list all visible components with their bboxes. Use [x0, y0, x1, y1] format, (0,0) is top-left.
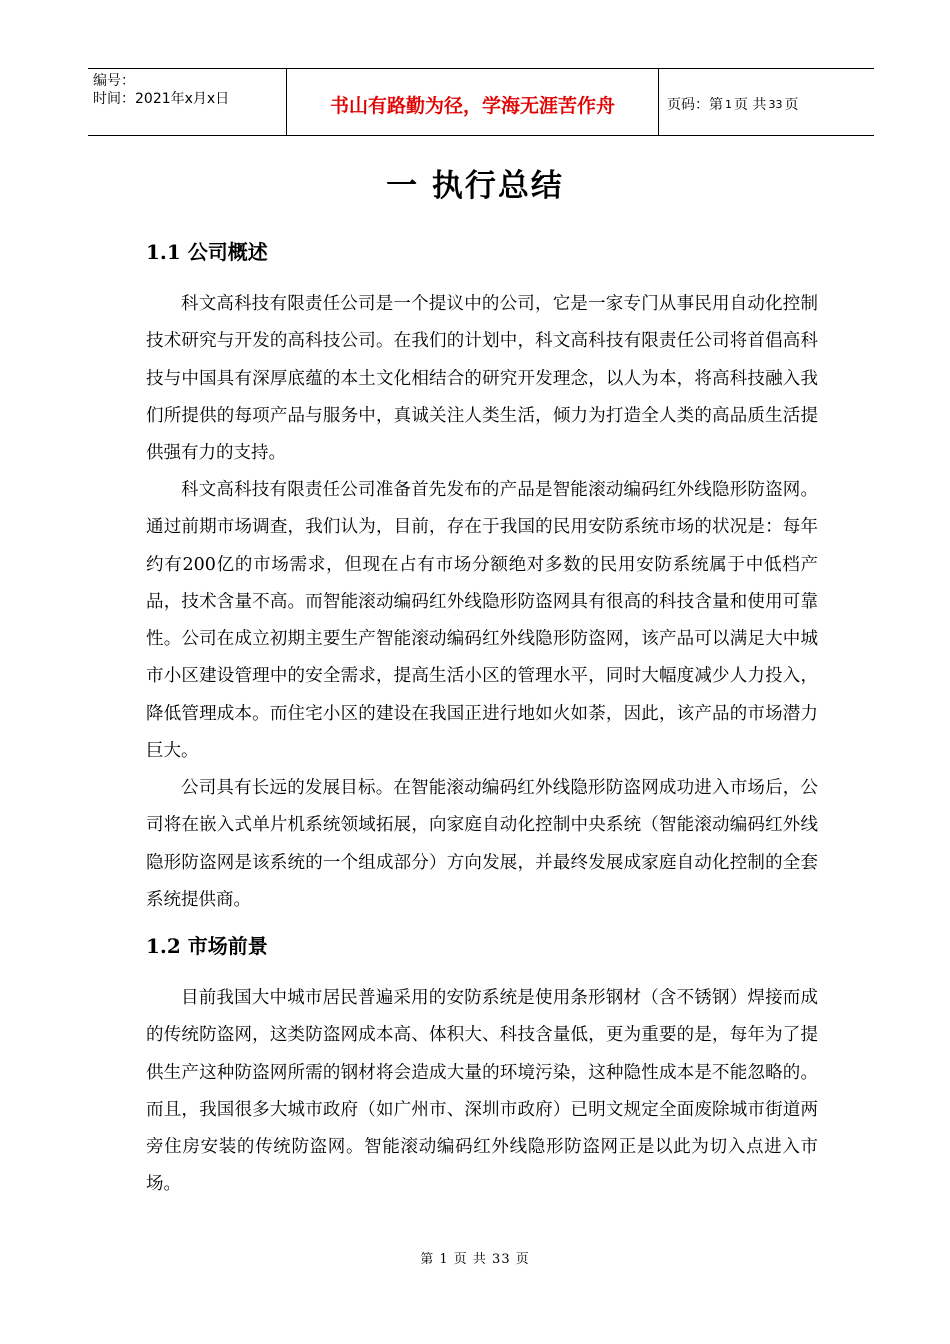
section-heading-company-overview: 1.1 公司概述 — [146, 240, 268, 264]
section-heading-market-outlook: 1.2 市场前景 — [146, 934, 268, 958]
document-date: 时间：2021年x月x日 — [93, 91, 230, 107]
header-page-number — [659, 69, 874, 135]
page-total: 33 — [768, 97, 783, 111]
page-suffix: 页 — [784, 97, 799, 113]
header-meta — [88, 69, 286, 135]
paragraph-development-goals: 公司具有长远的发展目标。在智能滚动编码红外线隐形防盗网成功进入市场后，公司将在嵌入式单片机系统领域拓展，向家庭自动化控制中央系统（智能滚动编码红外线隐形防盗网是该系统的一个组成部分）方向发展，并最终发展成家庭自动化控制的全套系统提供商。 — [146, 778, 818, 910]
paragraph-market-outlook: 目前我国大中城市居民普遍采用的安防系统是使用条形钢材（含不锈钢）焊接而成的传统防盗网，这类防盗网成本高、体积大、科技含量低，更为重要的是，每年为了提供生产这种防盗网所需的钢材将会造成大量的环境污染，这种隐性成本是不能忽略的。而且，我国很多大城市政府（如广州市、深圳市政府）已明文规定全面废除城市街道两旁住房安装的传统防盗网。智能滚动编码红外线隐形防盗网正是以此为切入点进入市场。 — [146, 988, 818, 1195]
document-number-label: 编号： — [93, 73, 135, 89]
page-prefix: 页码：第 — [667, 97, 723, 113]
page-footer: 第 1 页 共 33 页 — [420, 1252, 530, 1267]
page-middle: 页 共 — [734, 97, 767, 113]
paragraph-company-intro: 科文高科技有限责任公司是一个提议中的公司，它是一家专门从事民用自动化控制技术研究与开发的高科技公司。在我们的计划中，科文高科技有限责任公司将首倡高科技与中国具有深厚底蕴的本土文化相结合的研究开发理念，以人为本，将高科技融入我们所提供的每项产品与服务中，真诚关注人类生活，倾力为打造全人类的高品质生活提供强有力的支持。 — [146, 294, 818, 464]
chapter-title: 一 执行总结 — [386, 168, 564, 204]
page-current: 1 — [725, 97, 732, 111]
page-header — [88, 68, 874, 136]
paragraph-first-product: 科文高科技有限责任公司准备首先发布的产品是智能滚动编码红外线隐形防盗网。通过前期市场调查，我们认为，目前，存在于我国的民用安防系统市场的状况是：每年约有200亿的市场需求，但现在占有市场分额绝对多数的民用安防系统属于中低档产品，技术含量不高。而智能滚动编码红外线隐形防盗网具有很高的科技含量和使用可靠性。公司在成立初期主要生产智能滚动编码红外线隐形防盗网，该产品可以满足大中城市小区建设管理中的安全需求，提高生活小区的管理水平，同时大幅度减少人力投入，降低管理成本。而住宅小区的建设在我国正进行地如火如荼，因此，该产品的市场潜力巨大。 — [146, 480, 818, 762]
header-motto: 书山有路勤为径，学海无涯苦作舟 — [286, 69, 659, 135]
